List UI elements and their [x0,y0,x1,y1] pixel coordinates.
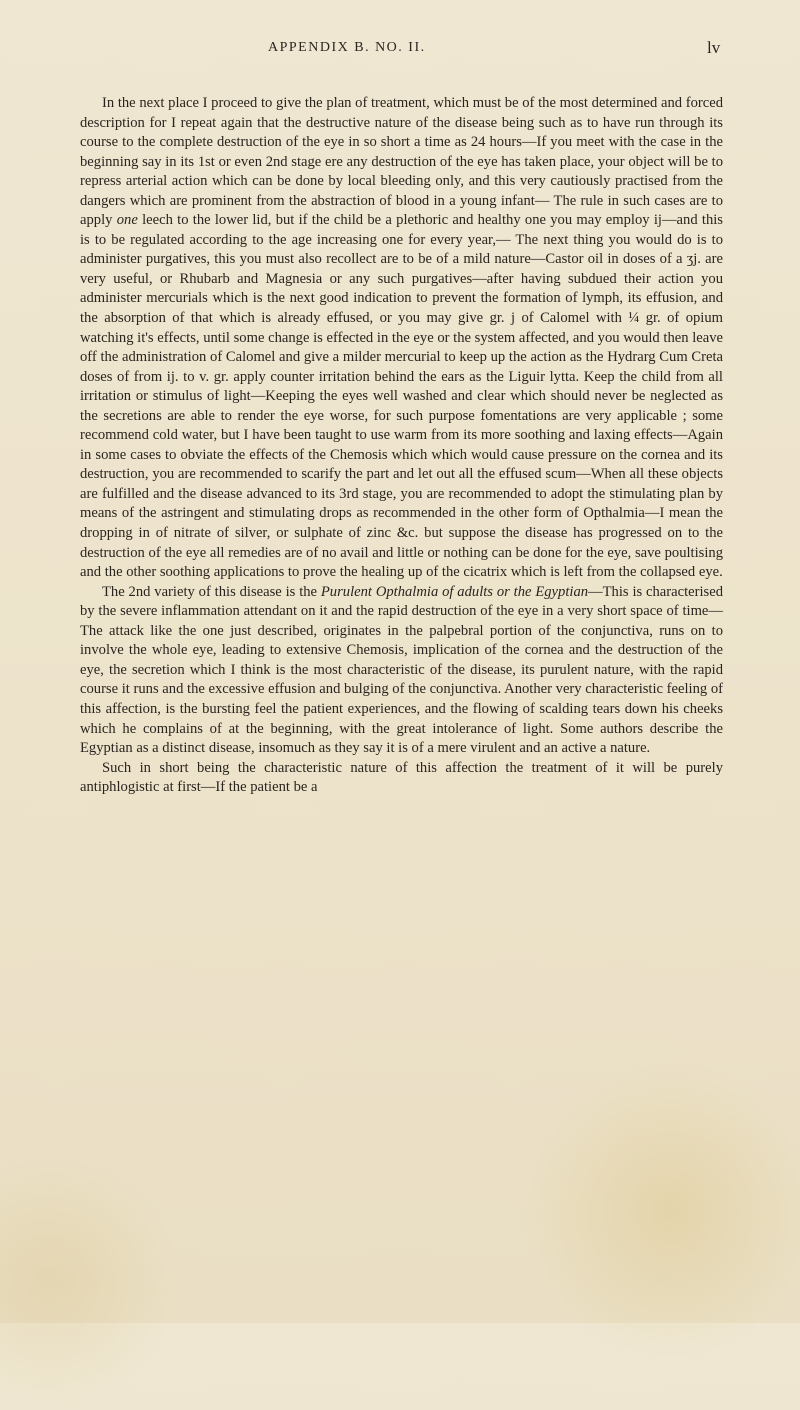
paragraph-text: leech to the lower lid, but if the child be a plethoric and healthy one you may employ ij—and this is to be regulated according to the age increasing one for every year,— The next thing you would do is to administer purgatives, this you must also recollect are to be of a mild nature—Castor oil in doses of a ʒj. are very useful, or Rhubarb and Magnesia or any such purgatives—after having subdued their action you administer mercurials which is the next good indication to prevent the formation of lymph, its effusion, and the absorption of that which is already effused, or you may give gr. j of Calomel with ¼ gr. of opium watching it's effects, until some change is effected in the eye or the system affected, and you would then leave off the administration of Calomel and give a milder mercurial to keep up the action as the Hydrarg Cum Creta doses of from ij. to v. gr. apply counter irritation behind the ears as the Liguir lytta. Keep the child from all irritation or stimulus of light—Keeping the eyes well washed and clear which should never be neglected as the secretions are able to render the eye worse, for such purpose fomentations are very applicable ; some recommend cold water, but I have been taught to use warm from its more soothing and laxing effects—Again in some cases to obviate the effects of the Chemosis which which would cause pressure on the cornea and its destruction, you are recommended to scarify the part and let out all the effused scum—When all these objects are fulfilled and the disease advanced to its 3rd stage, you are recommended to adopt the stimulating plan by means of the astringent and stimulating drops as recommended in the other form of Opthalmia—I mean the dropping in of nitrate of silver, or sulphate of zinc &c. but suppose the disease has progressed on to the destruction of the eye all remedies are of no avail and little or nothing can be done for the eye, save poultising and the other soothing applications to prove the healing up of the cicatrix which is left from the collapsed eye. [80,212,723,581]
italic-text: Purulent Opthalmia of adults or the Egyptian [320,583,589,600]
paragraph [80,94,723,583]
paragraph-text: In the next place I proceed to give the plan of treatment, which must be of the most determined and forced description for I repeat again that the destructive nature of the disease being such as to have run through its course to the complete destruction of the eye in so short a time as 24 hours—If you meet with the case in the beginning say in its 1st or even 2nd stage ere any destruction of the eye has taken place, your object will be to repress arterial action which can be done by local bleeding only, and this very cautiously practised from the dangers which are prominent from the abstraction of blood in a young infant— The rule in such cases are to apply [80,95,723,229]
paper-stain [0,1150,180,1410]
running-title: APPENDIX B. NO. II. [268,40,426,55]
page-number: lv [707,38,721,57]
italic-text: one [116,212,138,229]
body-text [80,94,723,798]
paragraph-text: The 2nd variety of this disease is the [102,583,318,600]
paragraph-text: Such in short being the characteristic nature of this affection the treatment of it will be purely antiphlogistic at first—If the patient be a [80,759,723,796]
paragraph [80,583,723,759]
paper-stain [520,1060,800,1360]
paragraph-text: —This is characterised by the severe inflammation attendant on it and the rapid destruction of the eye in a very short space of time— The attack like the one just described, originates in the palpebral portion of the conjunctiva, runs on to involve the whole eye, leading to extensive Chemosis, implication of the cornea and the destruction of the eye, the secretion which I think is the most characteristic of the disease, its purulent nature, with the rapid course it runs and the excessive effusion and bulging of the conjunctiva. Another very characteristic feeling of this affection, is the bursting feel the patient experiences, and the flowing of scalding tears down his cheeks which he complains of at the beginning, with the great intolerance of light. Some authors describe the Egyptian as a distinct disease, insomuch as they say it is of a mere virulent and an active a nature. [80,583,723,757]
paragraph [80,759,723,798]
